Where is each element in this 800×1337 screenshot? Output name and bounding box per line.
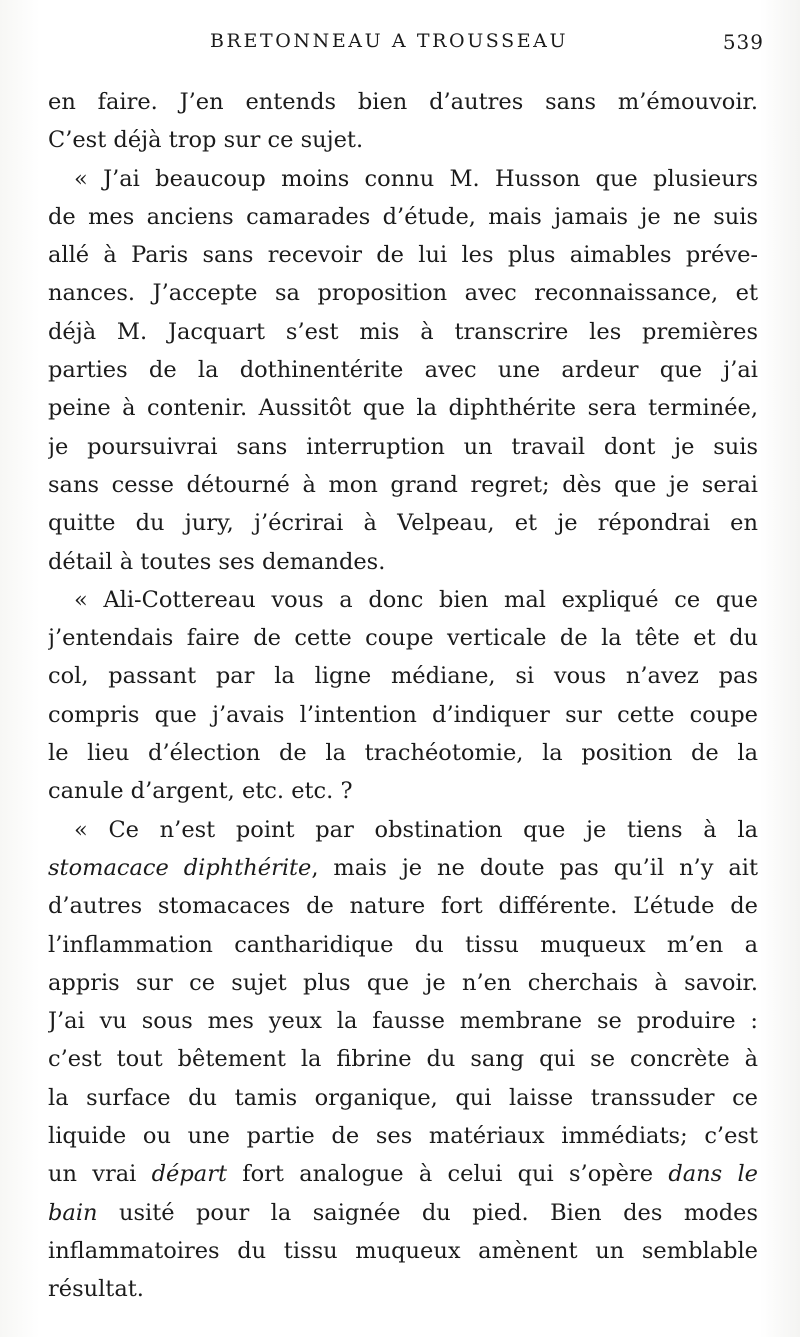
text-line: déjà M. Jacquart s’est mis à transcrire les premières — [48, 318, 758, 345]
text-line: quitte du jury, j’écrirai à Velpeau, et je répondrai en — [48, 510, 758, 537]
text-line: appris sur ce sujet plus que je n’en cherchais à savoir. — [48, 969, 758, 996]
text-line: je poursuivrai sans interruption un travail dont je suis — [48, 433, 758, 460]
running-title: BRETONNEAU A TROUSSEAU — [210, 30, 569, 52]
text-line: liquide ou une partie de ses matériaux immédiats; c’est — [48, 1123, 758, 1150]
text-line: canule d’argent, etc. etc. ? — [48, 778, 353, 805]
text-line: « Ali-Cottereau vous a donc bien mal expliqué ce que — [74, 586, 758, 613]
text-line: « Ce n’est point par obstination que je tiens à la — [74, 816, 758, 843]
text-line: nances. J’accepte sa proposition avec reconnaissance, et — [48, 280, 758, 307]
body-text — [48, 83, 758, 1309]
text-line: en faire. J’en entends bien d’autres sans m’émouvoir. — [48, 89, 758, 115]
text-line: résultat. — [48, 1276, 144, 1303]
text-line: stomacace diphthérite, mais je ne doute pas qu’il n’y ait — [48, 854, 758, 881]
text-line: compris que j’avais l’intention d’indiquer sur cette coupe — [48, 701, 758, 728]
text-line: « J’ai beaucoup moins connu M. Husson que plusieurs — [74, 165, 758, 192]
text-line: col, passant par la ligne médiane, si vous n’avez pas — [48, 663, 758, 690]
text-line: c’est tout bêtement la fibrine du sang qui se concrète à — [48, 1046, 758, 1073]
text-line: de mes anciens camarades d’étude, mais jamais je ne suis — [48, 203, 758, 230]
text-line: la surface du tamis organique, qui laisse transsuder ce — [48, 1084, 758, 1111]
text-line: d’autres stomacaces de nature fort différente. L’étude de — [48, 893, 758, 920]
text-line: l’inflammation cantharidique du tissu muqueux m’en a — [48, 931, 758, 958]
text-line: C’est déjà trop sur ce sujet. — [48, 127, 364, 154]
text-line: détail à toutes ses demandes. — [48, 548, 386, 575]
text-line: le lieu d’élection de la trachéotomie, la position de la — [48, 740, 758, 767]
text-line: bain usité pour la saignée du pied. Bien des modes — [48, 1199, 758, 1226]
text-line: allé à Paris sans recevoir de lui les plus aimables préve- — [48, 242, 758, 269]
text-line: inflammatoires du tissu muqueux amènent un semblable — [48, 1237, 758, 1264]
text-line: parties de la dothinentérite avec une ardeur que j’ai — [48, 357, 758, 384]
text-line: J’ai vu sous mes yeux la fausse membrane se produire : — [48, 1008, 758, 1035]
text-line: un vrai départ fort analogue à celui qui s’opère dans le — [48, 1161, 758, 1188]
text-line: j’entendais faire de cette coupe verticale de la tête et du — [48, 625, 758, 652]
page-number: 539 — [722, 30, 764, 54]
text-line: sans cesse détourné à mon grand regret; dès que je serai — [48, 471, 758, 498]
page-header — [0, 30, 800, 64]
text-line: peine à contenir. Aussitôt que la diphthérite sera terminée, — [48, 395, 758, 422]
